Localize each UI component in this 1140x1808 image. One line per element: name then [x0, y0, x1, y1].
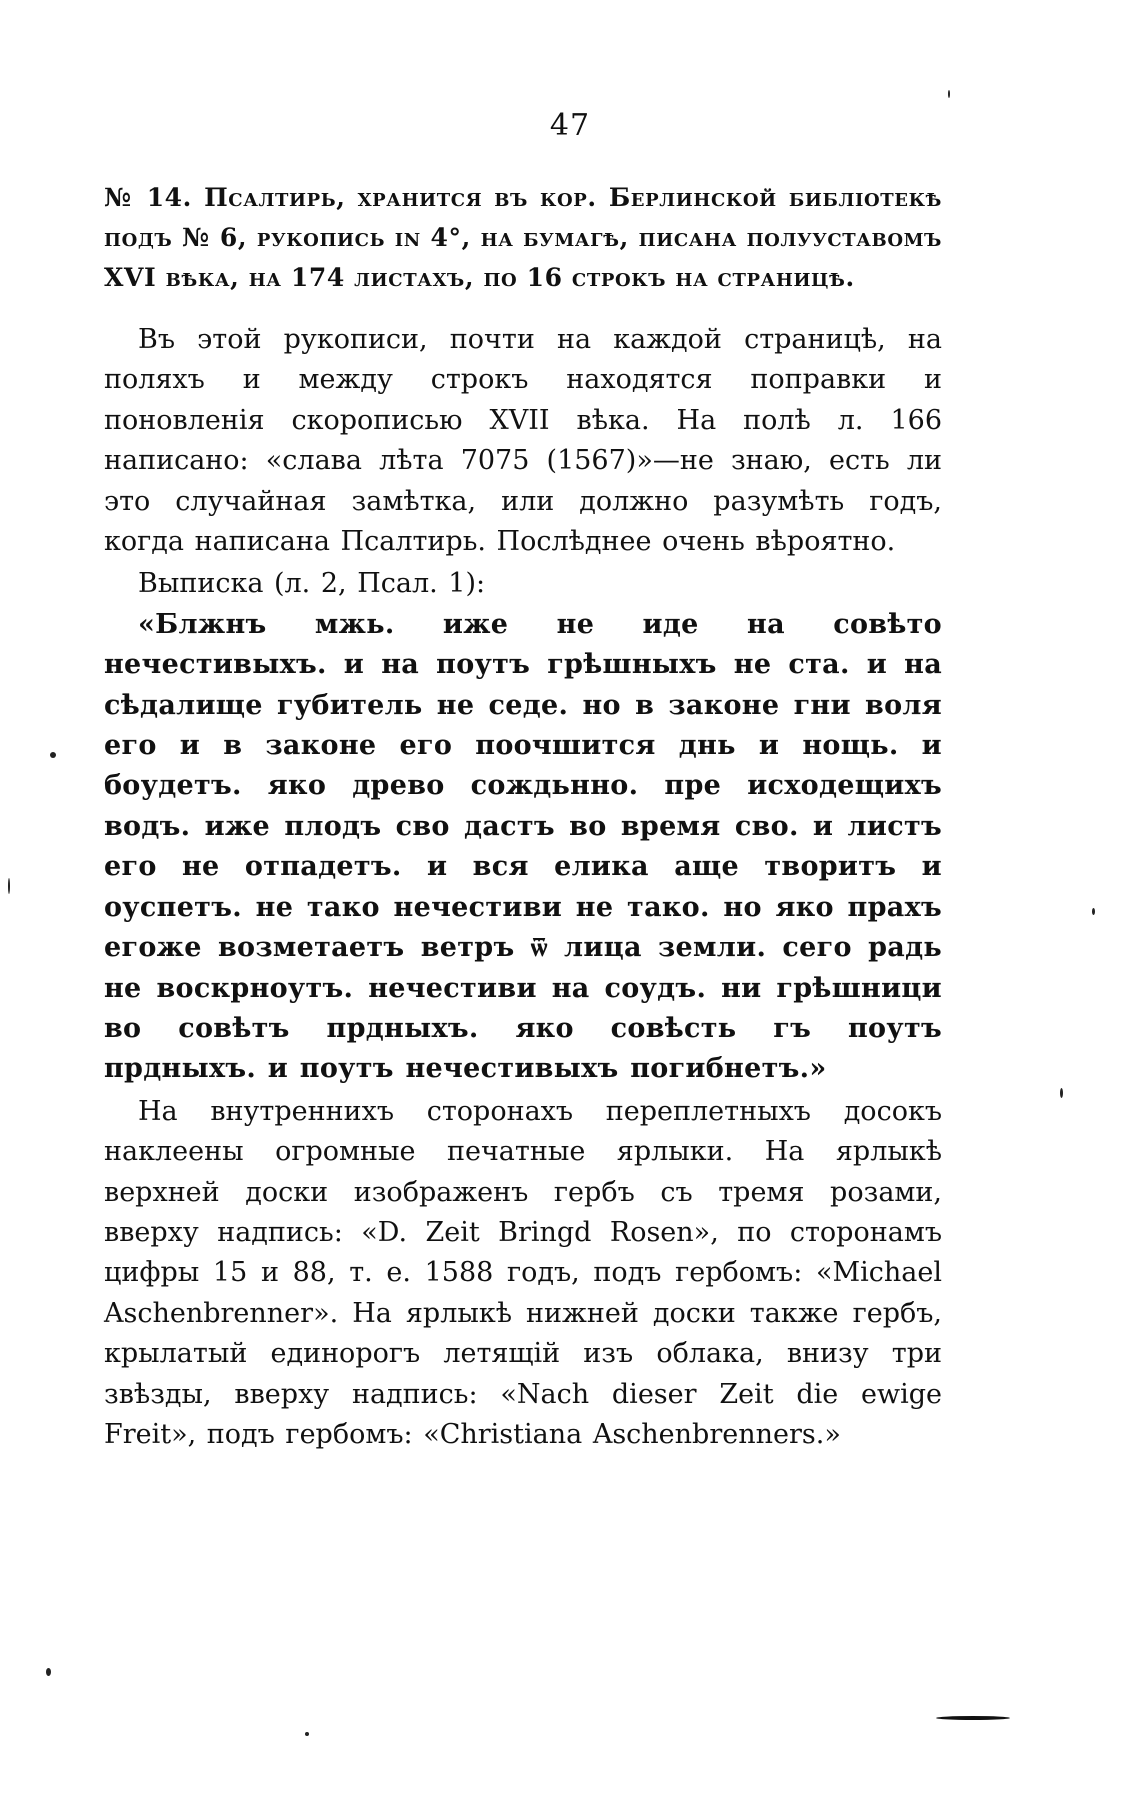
scan-speck [1092, 908, 1095, 915]
scan-speck [50, 752, 56, 758]
scan-speck [46, 1668, 51, 1676]
paragraph-binding-labels: На внутреннихъ сторонахъ переплетныхъ досокъ наклеены огромные печатные ярлыки. На ярлыкѣ верхней доски изображенъ гербъ съ тремя розами, вверху надпись: «D. Zeit Bringd Rosen», по сторонамъ цифры 15 и 88, т. е. 1588 годъ, подъ гербомъ: «Michael Aschenbrenner». На ярлыкѣ нижней доски также гербъ, крылатый единорогъ летящій изъ облака, внизу три звѣзды, вверху надпись: «Nach dieser Zeit die ewige Freit», подъ гербомъ: «Christiana Aschenbrenners.» [104, 1095, 942, 1450]
scan-speck [948, 90, 950, 98]
paragraph-description: Въ этой рукописи, почти на каждой страницѣ, на поляхъ и между строкъ находятся поправки и поновленія скорописью XVII вѣка. На полѣ л. 166 написано: «слава лѣта 7075 (1567)»—не знаю, есть ли это случайная замѣтка, или должно разумѣть годъ, когда написана Псалтирь. Послѣднее очень вѣроятно. [104, 324, 942, 558]
scan-speck [305, 1732, 309, 1736]
scan-speck [8, 878, 10, 894]
page-number: 47 [549, 108, 591, 143]
psalm-quote: «Блжнъ мжь. иже не иде на совѣто нечестивыхъ. и на поутъ грѣшныхъ не ста. и на сѣдалище губитель не седе. но в законе гни воля его и в законе его поочшится днь и нощь. и боудетъ. яко древо сождьнно. пре исходещихъ водъ. иже плодъ сво дастъ во время сво. и листъ его не отпадетъ. и вся елика аще творитъ и оуспетъ. не тако нечестиви не тако. но яко прахъ егоже возметаетъ ветръ ѿ лица земли. сего радь не воскрноутъ. нечестиви на соудъ. ни грѣшници во совѣтъ прдныхъ. яко совѣсть гъ поутъ прдныхъ. и поутъ нечестивыхъ погибнетъ.» [104, 608, 942, 1085]
text-block [104, 178, 942, 1455]
scan-speck [1060, 1088, 1063, 1098]
scan-mark [936, 1716, 1010, 1720]
extract-intro: Выписка (л. 2, Псал. 1): [138, 568, 486, 600]
entry-heading: № 14. Псалтирь, хранится въ кор. Берлинской библіотекѣ подъ № 6, рукопись in 4°, на бумагѣ, писана полууставомъ XVI вѣка, на 174 листахъ, по 16 строкъ на страницѣ. [104, 183, 942, 292]
